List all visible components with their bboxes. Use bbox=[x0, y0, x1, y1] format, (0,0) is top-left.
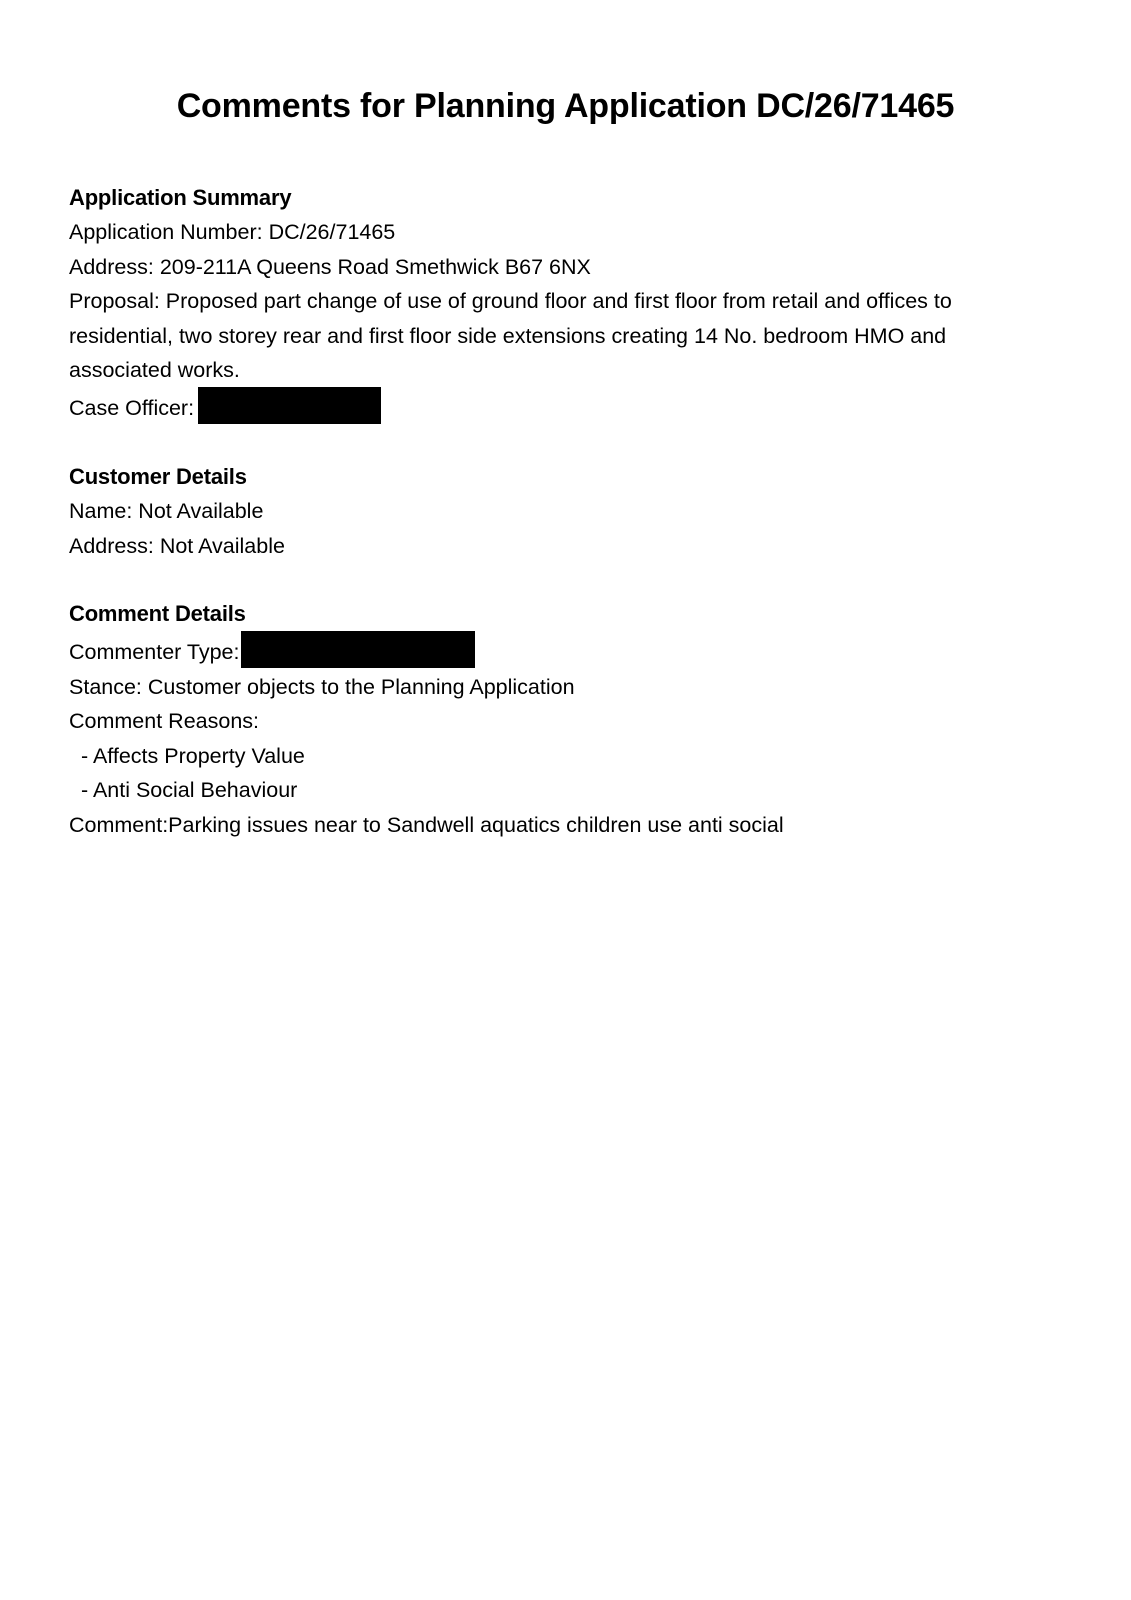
comment-details-section bbox=[69, 597, 1029, 842]
commenter-type-row bbox=[69, 631, 1029, 669]
comment-reason-item: - Affects Property Value bbox=[81, 743, 305, 768]
commenter-type-label: Commenter Type: bbox=[69, 640, 240, 665]
application-proposal: Proposal: Proposed part change of use of ground floor and first floor from retail and offices to residential, two storey rear and first floor side extensions creating 14 No. bedroom HMO and associated works. bbox=[69, 289, 952, 383]
comment-stance: Stance: Customer objects to the Planning Application bbox=[69, 674, 575, 699]
comment-details-heading: Comment Details bbox=[69, 601, 246, 627]
application-address: Address: 209-211A Queens Road Smethwick B67 6NX bbox=[69, 254, 591, 279]
document-body bbox=[69, 181, 1029, 842]
page-title: Comments for Planning Application DC/26/71465 bbox=[176, 87, 955, 125]
customer-details-section bbox=[69, 460, 1029, 563]
comment-text: Comment:Parking issues near to Sandwell aquatics children use anti social bbox=[69, 812, 784, 837]
customer-details-heading: Customer Details bbox=[69, 463, 247, 489]
case-officer-label: Case Officer: bbox=[69, 396, 195, 421]
case-officer-redaction bbox=[198, 387, 381, 424]
customer-name: Name: Not Available bbox=[69, 499, 264, 524]
comment-reason-item: - Anti Social Behaviour bbox=[81, 778, 298, 803]
customer-address: Address: Not Available bbox=[69, 533, 285, 558]
case-officer-row bbox=[69, 387, 1029, 425]
application-summary-section bbox=[69, 181, 1029, 426]
commenter-type-redaction bbox=[241, 631, 475, 668]
comment-reasons-label: Comment Reasons: bbox=[69, 709, 259, 734]
application-number: Application Number: DC/26/71465 bbox=[69, 220, 396, 245]
application-summary-heading: Application Summary bbox=[69, 185, 292, 210]
